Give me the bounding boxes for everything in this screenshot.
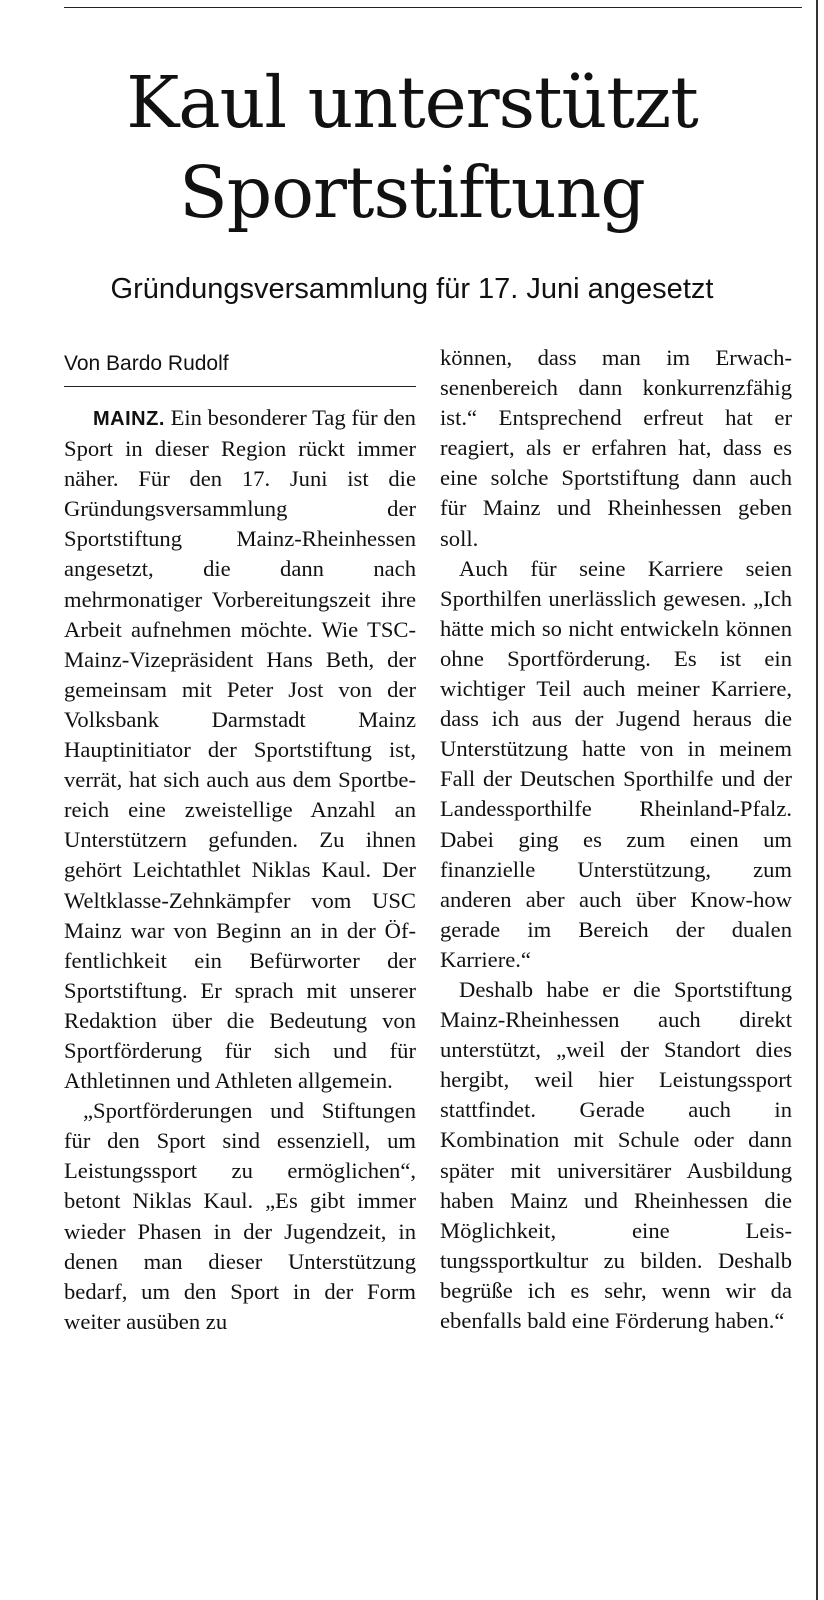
byline-rule (64, 386, 416, 387)
headline (0, 58, 824, 238)
byline: Von Bardo Rudolf (64, 352, 229, 375)
paragraph: Auch für seine Karriere seien Sporthilfen unerlässlich gewesen. „Ich hätte mich so nicht entwickeln können ohne Sportförderung. Es ist ein wichtiger Teil auch meiner Karriere, dass ich aus der Jugend heraus die Unterstützung hatte von in meinem Fall der Deutschen Sporthilfe und der Landessporthilfe Rheinland-Pfalz. Dabei ging es zum einen um finanzielle Unterstützung, zum anderen aber auch über Know-how gerade im Bereich der dualen Karriere.“ (440, 555, 792, 972)
subheadline: Gründungsversammlung für 17. Juni angesetzt (110, 273, 714, 305)
dateline: MAINZ. (93, 408, 165, 430)
article-column-2 (440, 343, 792, 1336)
paragraph (64, 403, 416, 1096)
headline-line-1: Kaul unterstützt (126, 61, 698, 144)
paragraph-text: Ein besonderer Tag für den Sport in dieser Region rückt immer näher. Für den 17. Juni ist die Gründungsversammlung der Sportstiftung Mainz-Rheinhessen angesetzt, die dann nach mehrmonatiger Vorbereitungszeit ihre Arbeit aufnehmen möchte. Wie TSC-Mainz-Vizepräsident Hans Beth, der gemeinsam mit Peter Jost von der Volksbank Darmstadt Mainz Hauptinitiator der Sportstiftung ist, verrät, hat sich auch aus dem Sportbereich eine zweistellige Anzahl an Unterstützern gefunden. Zu ihnen gehört Leichtathlet Niklas Kaul. Der Weltklasse-Zehnkämpfer vom USC Mainz war von Beginn an in der Öffentlichkeit ein Befürworter der Sportstiftung. Er sprach mit unserer Redaktion über die Bedeutung von Sportförderung für sich und für Athletinnen und Athleten allgemein. (64, 405, 416, 1094)
page-edge-rule (816, 0, 818, 1600)
top-rule (64, 7, 802, 8)
paragraph: Deshalb habe er die Sportstiftung Mainz-Rheinhessen auch direkt unterstützt, „weil der Standort dies hergibt, weil hier Leistungssport stattfindet. Gerade auch in Kombination mit Schule oder dann später mit universitärer Ausbildung haben Mainz und Rheinhessen die Möglichkeit, eine Leistungssportkultur zu bilden. Deshalb begrüße ich es sehr, wenn wir da ebenfalls bald eine Förderung haben.“ (440, 976, 792, 1333)
article-column-1 (64, 403, 416, 1337)
paragraph: können, dass man im Erwachsenenbereich dann konkurrenzfähig ist.“ Entsprechend erfreut hat er reagiert, als er erfahren hat, dass es eine solche Sportstiftung dann auch für Mainz und Rheinhessen geben soll. (440, 345, 792, 551)
paragraph: „Sportförderungen und Stiftungen für den Sport sind essenziell, um Leistungssport zu ermöglichen“, betont Niklas Kaul. „Es gibt immer wieder Phasen in der Jugendzeit, in denen man dieser Unterstützung bedarf, um den Sport in der Form weiter ausüben zu (64, 1098, 416, 1334)
headline-line-2: Sportstiftung (179, 151, 645, 234)
